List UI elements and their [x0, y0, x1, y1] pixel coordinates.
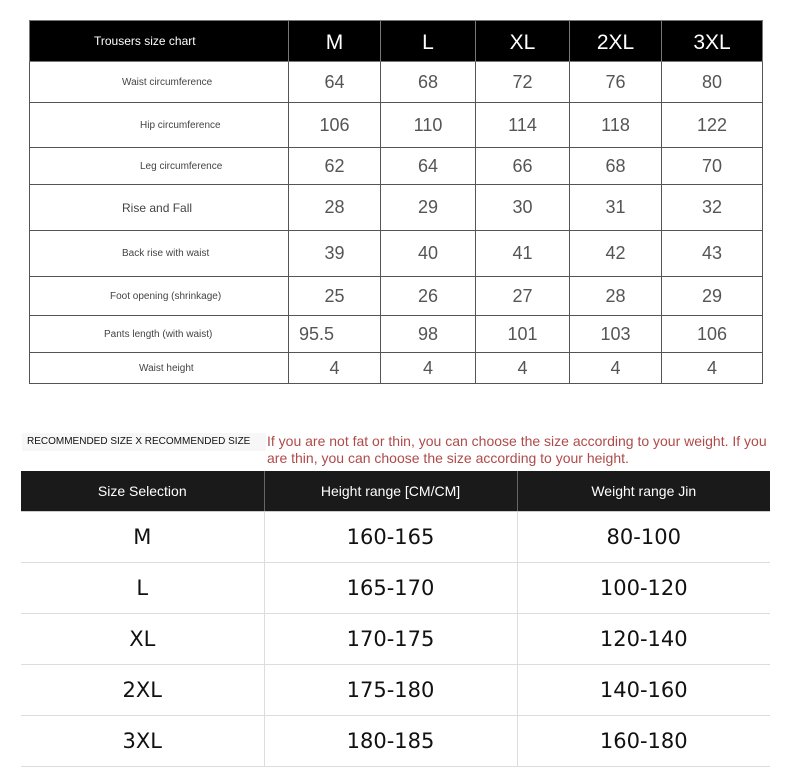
- header-weight-range: Weight range Jin: [517, 471, 770, 512]
- table-cell: 4: [476, 353, 570, 384]
- table-cell: 68: [570, 148, 662, 185]
- table-cell: 70: [662, 148, 763, 185]
- table-row: [21, 665, 770, 716]
- row-label: Back rise with waist: [30, 231, 289, 277]
- row-label: Leg circumference: [30, 148, 289, 185]
- table-row: [21, 716, 770, 767]
- header-size-selection: Size Selection: [21, 471, 264, 512]
- size-chart-title: Trousers size chart: [30, 21, 289, 62]
- table-cell: 41: [476, 231, 570, 277]
- table-cell: 40: [381, 231, 476, 277]
- table-cell: 28: [289, 185, 381, 231]
- row-label: Hip circumference: [30, 103, 289, 148]
- size-cell: 2XL: [21, 665, 264, 716]
- table-cell: 72: [476, 62, 570, 103]
- recommended-size-label: RECOMMENDED SIZE X RECOMMENDED SIZE: [22, 433, 266, 451]
- table-cell: 42: [570, 231, 662, 277]
- table-cell: 29: [662, 277, 763, 316]
- weight-cell: 140-160: [517, 665, 770, 716]
- weight-cell: 100-120: [517, 563, 770, 614]
- row-label: Waist height: [30, 353, 289, 384]
- size-cell: 3XL: [21, 716, 264, 767]
- size-header-m: M: [289, 21, 381, 62]
- table-cell: 4: [289, 353, 381, 384]
- height-cell: 170-175: [264, 614, 517, 665]
- table-cell: 103: [570, 316, 662, 353]
- table-cell: 31: [570, 185, 662, 231]
- table-cell: 62: [289, 148, 381, 185]
- table-cell: 118: [570, 103, 662, 148]
- recommended-header-row: [21, 471, 770, 512]
- table-cell: 32: [662, 185, 763, 231]
- table-cell: 122: [662, 103, 763, 148]
- table-row: [21, 614, 770, 665]
- row-label: Foot opening (shrinkage): [30, 277, 289, 316]
- table-cell: 106: [289, 103, 381, 148]
- table-row: [21, 563, 770, 614]
- table-cell: 95.5: [289, 316, 381, 353]
- table-cell: 80: [662, 62, 763, 103]
- table-cell: 101: [476, 316, 570, 353]
- trousers-size-chart: [29, 20, 763, 384]
- size-chart-header-row: [30, 21, 763, 62]
- row-label: Rise and Fall: [30, 185, 289, 231]
- table-cell: 43: [662, 231, 763, 277]
- table-row: [30, 353, 763, 384]
- table-cell: 64: [381, 148, 476, 185]
- weight-cell: 80-100: [517, 512, 770, 563]
- table-row: [30, 148, 763, 185]
- table-row: [30, 231, 763, 277]
- recommended-size-table: [21, 471, 770, 767]
- table-cell: 114: [476, 103, 570, 148]
- table-cell: 66: [476, 148, 570, 185]
- size-header-l: L: [381, 21, 476, 62]
- size-cell: M: [21, 512, 264, 563]
- size-cell: L: [21, 563, 264, 614]
- header-height-range: Height range [CM/CM]: [264, 471, 517, 512]
- table-row: [30, 185, 763, 231]
- table-cell: 4: [570, 353, 662, 384]
- table-cell: 106: [662, 316, 763, 353]
- size-header-3xl: 3XL: [662, 21, 763, 62]
- table-cell: 39: [289, 231, 381, 277]
- recommended-size-note: If you are not fat or thin, you can choose the size according to your weight. If you are thin, you can choose the size according to your height.: [267, 433, 767, 466]
- size-header-2xl: 2XL: [570, 21, 662, 62]
- table-cell: 26: [381, 277, 476, 316]
- weight-cell: 120-140: [517, 614, 770, 665]
- table-cell: 4: [662, 353, 763, 384]
- height-cell: 175-180: [264, 665, 517, 716]
- height-cell: 180-185: [264, 716, 517, 767]
- table-cell: 76: [570, 62, 662, 103]
- table-cell: 4: [381, 353, 476, 384]
- row-label: Waist circumference: [30, 62, 289, 103]
- table-cell: 29: [381, 185, 476, 231]
- table-row: [30, 103, 763, 148]
- height-cell: 165-170: [264, 563, 517, 614]
- table-cell: 98: [381, 316, 476, 353]
- table-row: [30, 277, 763, 316]
- size-cell: XL: [21, 614, 264, 665]
- table-cell: 27: [476, 277, 570, 316]
- table-cell: 110: [381, 103, 476, 148]
- weight-cell: 160-180: [517, 716, 770, 767]
- size-header-xl: XL: [476, 21, 570, 62]
- table-row: [21, 512, 770, 563]
- table-cell: 25: [289, 277, 381, 316]
- table-cell: 30: [476, 185, 570, 231]
- table-cell: 68: [381, 62, 476, 103]
- table-row: [30, 62, 763, 103]
- table-cell: 28: [570, 277, 662, 316]
- height-cell: 160-165: [264, 512, 517, 563]
- table-cell: 64: [289, 62, 381, 103]
- table-row: [30, 316, 763, 353]
- row-label: Pants length (with waist): [30, 316, 289, 353]
